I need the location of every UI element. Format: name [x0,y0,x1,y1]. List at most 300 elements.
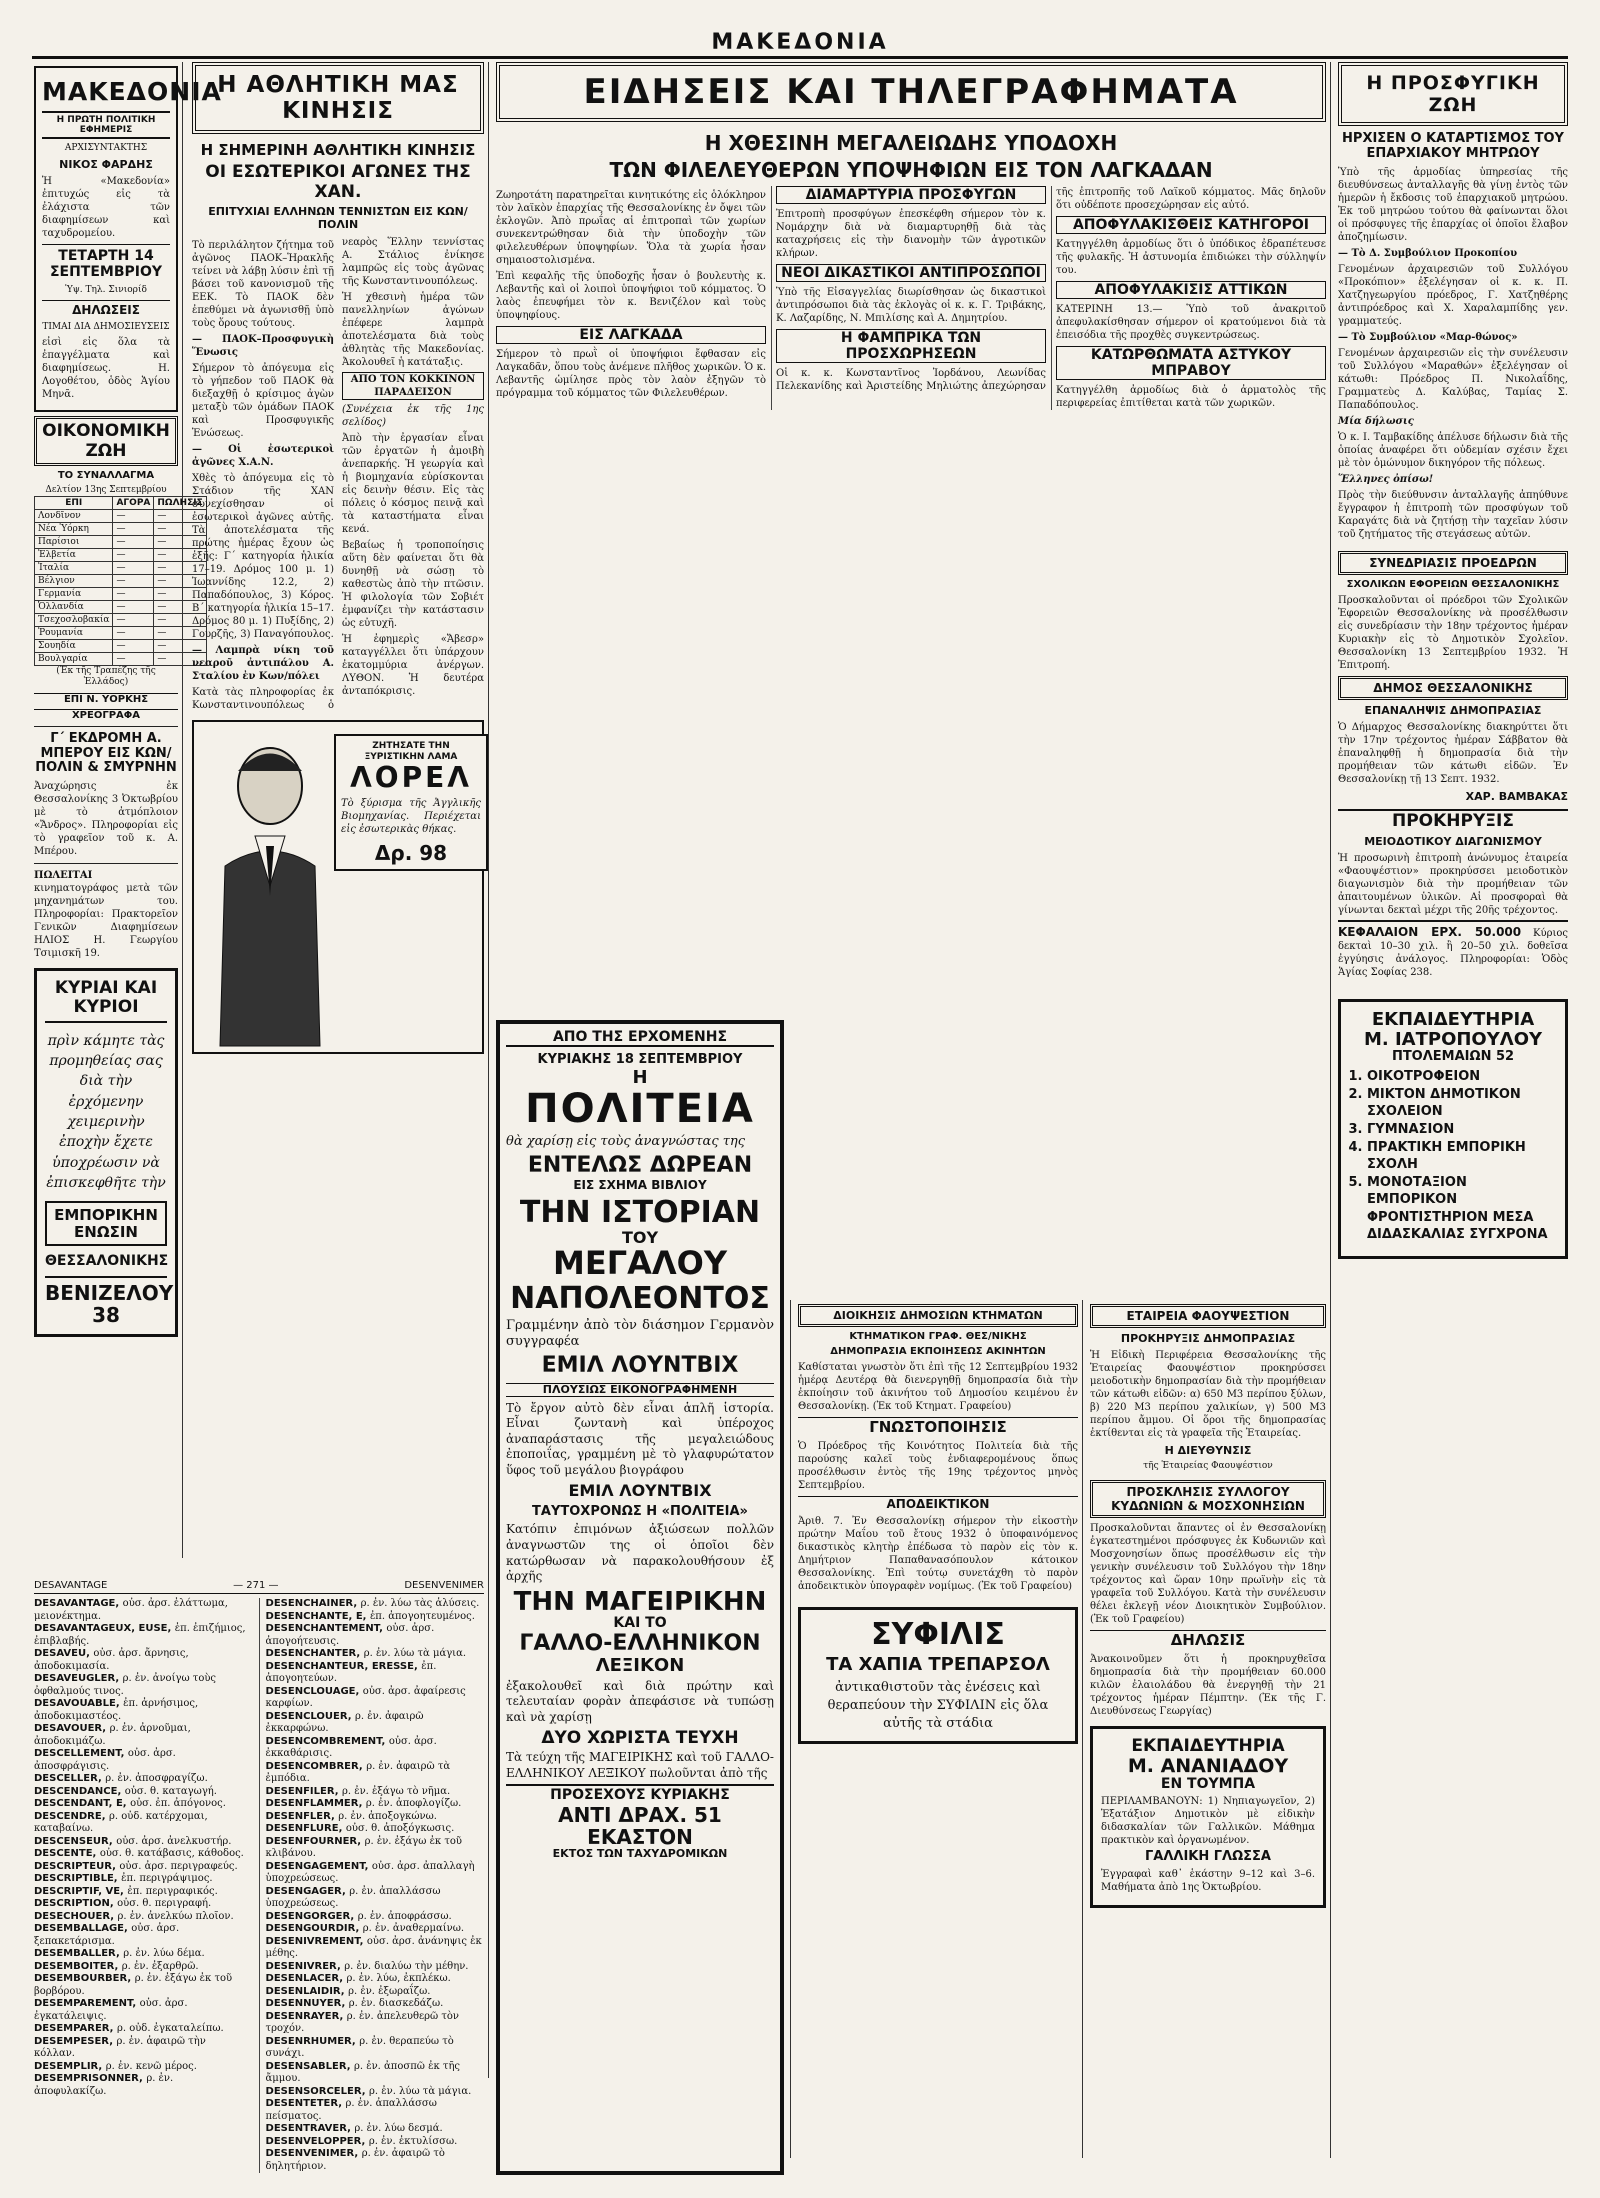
paper-logo: ΜΑΚΕΔΟΝΙΑ [42,77,222,106]
entry-definition: ρ. ἐν. ἀρνοῦμαι, ἀποδοκιμάζω. [34,1723,191,1747]
entry-word: DESENCOMBRER, [265,1760,367,1772]
poster-also-text: Κατόπιν ἐπιμόνων ἀξιώσεων πολλῶν ἀναγνωστῶν της οἱ ὁποῖοι δὲν κατώρθωσαν νὰ παρακολουθήσουν ἐξ ἀρχῆς [506,1522,774,1584]
poster-great: ΜΕΓΑΛΟΥ [553,1244,727,1283]
entry-word: DESCRIPTIBLE, [34,1873,122,1884]
entry-word: DESCENDANT, E, [34,1798,131,1809]
syphilis-sub: ΤΑ ΧΑΠΙΑ ΤΡΕΠΑΡΣΟΛ [826,1654,1050,1675]
entry-word: DESENCHANTE, E, [265,1610,370,1622]
poster-sunday: ΠΡΟΣΕΧΟΥΣ ΚΥΡΙΑΚΗΣ [506,1784,774,1803]
announce-body: Ὁ Πρόεδρος τῆς Κοινότητος Πολιτεία διὰ τῆς παρούσης καλεῖ τοὺς ἐνδιαφερομένους ὅπως προσέλθωσιν ἐντὸς τῆς 19ης τρέχοντος μηνὸς Σεπτεμβρίου. [798,1441,1078,1491]
lead-para: Ἐπὶ κεφαλῆς τῆς ὑποδοχῆς ἦσαν ὁ βουλευτὴς κ. Λεβαντῆς καὶ οἱ λοιποὶ ὑποψήφιοι τοῦ κόμματος. Ὁ λαὸς ἐπευφήμει τὸν κ. Βενιζέλον καὶ τοὺς ὑποψηφίους. [496,271,766,321]
entry-definition: οὐσ. θ. κατάβασις, κάθοδος. [99,1848,244,1859]
entry-word: DESAVEUGLER, [34,1673,123,1684]
table-cell: Λονδῖνον [35,510,113,523]
sale-text: κινηματογράφος μετὰ τῶν μηχανημάτων του. Πληροφορίαι: Πρακτορεῖον Γενικῶν Διαφημίσεων ΗΛΙΟΣ Η. Γεωργίου Τσιμισκῆ 19. [34,883,178,960]
dimos-sub: ΕΠΑΝΑΛΗΨΙΣ ΔΗΜΟΠΡΑΣΙΑΣ [1364,703,1542,717]
column-notices-b [1090,1300,1326,2180]
dictionary-entry [34,1861,249,1874]
dictionary-entry [266,2086,484,2099]
entry-definition: ρ. ἐν. λύω τὰ μάγια. [369,2085,472,2097]
sports-para: Ἡ χθεσινὴ ἡμέρα τῶν πανελληνίων ἀγώνων ἐπέφερε λαμπρὰ ἀποτελέσματα διὰ τοὺς ἀθλητὰς τῆς Μακεδονίας. Ἀκολουθεῖ ἡ κατάταξις. [342,291,484,368]
entry-word: DESENVENIMER, [265,2148,362,2159]
table-cell: — [154,549,206,562]
entry-word: DESENRAYER, [265,2010,347,2022]
refugee-para: Πρὸς τὴν διεύθυνσιν ἀνταλλαγῆς ἀπηύθυνε ἔγγραφον ἡ ἐπιτροπὴ τῶν προσφύγων τοῦ Καραγάτς διὰ νὰ ζητήσῃ τὴν ταχεῖαν λύσιν τοῦ ζητήματος τῆς στεγάσεως αὐτῶν. [1338,489,1568,540]
tender-body: Ἡ προσωρινὴ ἐπιτροπὴ ἀνώνυμος ἑταιρεία «Φαουψέστιον» προκηρύσσει μειοδοτικὸν διαγωνισμὸν διὰ τὴν προμήθειαν τῶν ἀπαιτουμένων ὑλικῶν. Αἱ προσφοραὶ θὰ γίνωνται δεκταὶ μέχρι τῆς 20ῆς τρέχοντος. [1338,852,1568,916]
entry-definition: ρ. ἐν. λύω τὰ μάγια. [363,1648,467,1659]
refugee-para: Γενομένων ἀρχαιρεσιῶν τοῦ Συλλόγου «Προκόπιον» ἐξελέγησαν οἱ κ. κ. Π. Χατζηγεωργίου πρόεδρος, Γ. Χατζηθέρης ἀντιπρόεδρος καὶ Χ. Χαραλαμπίδης γεν. γραμματεύς. [1338,263,1568,327]
dictionary-entry [266,1998,484,2011]
entry-word: DESEMBALLER, [34,1948,124,1959]
list-item: 1. ΟΙΚΟΤΡΟΦΕΙΟΝ [1367,1068,1557,1086]
refugee-para: Γενομένων ἀρχαιρεσιῶν εἰς τὴν συνέλευσιν τοῦ Συλλόγου «Μαραθών» ἐξελέγησαν οἱ κάτωθι: Πρόεδρος Π. Νικολαΐδης, Γραμματεὺς Δ. Καλύβας, Ταμίας Σ. Παπαδόπουλος. [1338,347,1568,411]
iatropoulou-school-ad [1338,999,1568,1258]
entry-definition: ρ. ἐν. ἀποφυλακίζω. [34,2073,174,2097]
dict-left-head: DESAVANTAGE [34,1580,108,1591]
entry-word: DESCENDANCE, [34,1785,125,1797]
sports-para: Τὸ περιλάλητον ζήτημα τοῦ ἀγῶνος ΠΑΟΚ–Ἡρακλῆς τείνει νὰ λάβῃ λύσιν ἐπὶ τῇ βάσει τοῦ κανονισμοῦ τῆς ΕΕΚ. Τὸ ΠΑΟΚ δὲν ἐπεθύμει νὰ ἀγωνισθῇ ὑπὸ τοὺς ὅρους τούτους. [192,239,334,329]
union-body: Προσκαλοῦνται ἅπαντες οἱ ἐν Θεσσαλονίκῃ ἐγκατεστημένοι πρόσφυγες ἐκ Κυδωνιῶν καὶ Μοσχονησίων ὅπως προσέλθωσιν εἰς τὴν γενικὴν συνέλευσιν τοῦ Συλλόγου τὴν 18ην τρέχοντος καὶ ὥραν 10ην πρωϊνὴν εἰς τὰ γραφεῖα τοῦ Συλλόγου. Κατὰ τὴν συνέλευσιν θέλει ἐκλεγῇ νέον Διοικητικὸν Συμβούλιον. (Ἐκ τοῦ Γραφείου) [1090,1523,1326,1626]
entry-definition: ρ. ἐν. ἐξάγω τὸ νῆμα. [342,1785,451,1797]
table-row [35,653,207,666]
table-header: ΕΠΙ [35,497,113,510]
paper-intro: Ἡ «Μακεδονία» ἐπιτυχώς εἰς τὰ ἐλάχιστα τῶν διαφημίσεων καὶ ταχυδρομείου. [42,176,170,240]
meet-sub: ΣΧΟΛΙΚΩΝ ΕΦΟΡΕΙΩΝ ΘΕΣΣΑΛΟΝΙΚΗΣ [1346,578,1560,590]
poster-top: ΑΠΟ ΤΗΣ ΕΡΧΟΜΕΝΗΣ [506,1030,774,1047]
table-cell: Ἰταλία [35,562,113,575]
entry-word: DESENIVRER, [265,1960,345,1972]
attic-head: ΑΠΟΦΥΛΑΚΙΣΙΣ ΑΤΤΙΚΩΝ [1056,281,1326,299]
poster-h: Η [632,1066,648,1088]
dictionary-entry [266,1761,484,1786]
entry-word: DESENTETER, [265,2098,346,2109]
entry-definition: ρ. ἐν. ἐκτυλίσσω. [368,2135,458,2147]
poster-post: ΕΚΤΟΣ ΤΩΝ ΤΑΧΥΔΡΟΜΙΚΩΝ [552,1846,728,1860]
sports-para: Χθὲς τὸ ἀπόγευμα εἰς τὸ Στάδιον τῆς ΧΑΝ συνεχίσθησαν οἱ ἐσωτερικοὶ ἀγῶνες αὐτῆς. Τὰ ἀποτελέσματα τῆς πρώτης ἡμέρας ἔχουν ὡς ἑξῆς: Γ΄ κατηγορία ἡλικία 17–19. Δρόμος 100 μ. 1) Ἰωαννίδης 12.2, 2) Παπαδόπουλος, 3) Κόρος. Β΄ κατηγορία ἡλικία 15–17. Δρόμος 80 μ. 1) Πυξίδης, 2) Γουρζῆς, 3) Παναγόπουλος. [192,472,334,640]
entry-word: DESCELLEMENT, [34,1748,128,1759]
poster-history: ΤΗΝ ΙΣΤΟΡΙΑΝ [519,1194,761,1230]
poster-price-text: Τὰ τεύχη τῆς ΜΑΓΕΙΡΙΚΗΣ καὶ τοῦ ΓΑΛΛΟ-ΕΛΛΗΝΙΚΟΥ ΛΕΞΙΚΟΥ πωλοῦνται ἀπὸ τῆς [506,1750,774,1780]
dictionary-entry [34,1886,249,1899]
school-name: Μ. ΑΝΑΝΙΑΔΟΥ [1127,1754,1289,1777]
refugee-protest-head: ΔΙΑΜΑΡΤΥΡΙΑ ΠΡΟΣΦΥΓΩΝ [776,186,1046,204]
entry-word: DESEMBALLAGE, [34,1923,132,1934]
dictionary-entry [34,1836,249,1849]
syphilis-title: ΣΥΦΙΛΙΣ [871,1617,1005,1652]
entry-word: DESCRIPTEUR, [34,1860,120,1872]
auction-sub: ΠΡΟΚΗΡΥΞΙΣ ΔΗΜΟΠΡΑΣΙΑΣ [1120,1332,1296,1345]
school-title: ΕΚΠΑΙΔΕΥΤΗΡΙΑ [1371,1009,1535,1031]
entry-definition: ρ. ἐν. ἀνελκύω πλοῖον. [117,1910,234,1922]
table-cell: — [154,640,206,653]
mgmt-sub2: ΔΗΜΟΠΡΑΣΙΑ ΕΚΠΟΙΗΣΕΩΣ ΑΚΙΝΗΤΩΝ [830,1346,1046,1357]
entry-word: DESENCHANTEUR, ERESSE, [265,1660,422,1672]
dictionary-header [34,1580,484,1594]
market-date: Δελτίον 13ης Σεπτεμβρίου [45,484,167,495]
entry-word: DESAVANTAGEUX, EUSE, [34,1623,175,1634]
entry-word: DESEMPESER, [34,2035,117,2047]
table-cell: — [113,588,154,601]
table-header: ΑΓΟΡΑ [113,497,154,510]
sports-body [192,236,484,712]
school-text: ΠΕΡΙΛΑΜΒΑΝΟΥΝ: 1) Νηπιαγωγεῖον, 2) Ἑξατάξιον Δημοτικὸν μὲ εἰδικὴν διδασκαλίαν τῶν Γαλλικῶν. Μάθημα πρακτικὸν καὶ ὀργανωμένον. [1101,1796,1315,1847]
table-cell: Τσεχοσλοβακία [35,614,113,627]
entry-word: DESEMPLIR, [34,2060,106,2072]
entry-definition: οὐσ. ἀρσ. ἄρνησις, ἀποδοκιμασία. [34,1648,189,1672]
entry-word: DESENLACER, [265,1973,347,1984]
entry-word: DESAVOUER, [34,1723,110,1734]
notices-sub: ΤΙΜΑΙ ΔΙΑ ΔΗΜΟΣΙΕΥΣΕΙΣ [42,321,170,332]
table-row [35,627,207,640]
table-cell: — [113,614,154,627]
table-cell: — [154,601,206,614]
table-row [35,614,207,627]
dictionary-entry [34,1923,249,1948]
entry-definition: ρ. ἐν. ἀποσπῶ ἐκ τῆς ἄμμου. [265,2060,461,2084]
capital-head: ΚΕΦΑΛΑΙΟΝ ΕΡΧ. 50.000 [1338,924,1522,939]
entry-definition: οὐσ. ἀρσ. ἀνελκυστήρ. [116,1835,232,1847]
list-item: 5. ΜΟΝΟΤΑΞΙΟΝ ΕΜΠΟΡΙΚΟΝ ΦΡΟΝΤΙΣΤΗΡΙΟΝ ΜΕΣΑ ΔΙΔΑΣΚΑΛΙΑΣ ΣΥΓΧΡΟΝΑ [1367,1174,1557,1244]
poster-paper: ΠΟΛΙΤΕΙΑ [525,1086,755,1133]
poster-author2: ΕΜΙΛ ΛΟΥΝΤΒΙΧ [568,1480,712,1500]
factory-head: Η ΦΑΜΠΡΙΚΑ ΤΩΝ ΠΡΟΣΧΩΡΗΣΕΩΝ [776,329,1046,363]
school-hours: Ἐγγραφαὶ καθ᾽ ἑκάστην 9–12 καὶ 3–6. Μαθήματα ἀπὸ 1ης Ὀκτωβρίου. [1101,1868,1315,1893]
dictionary-entry [266,1911,484,1924]
paradise-para: Ἡ ἐφημερὶς «Ἄβεσρ» καταγγέλλει ὅτι ὑπάρχουν ἐκατομμύρια ἀνέργων. ΛΥΘΟΝ. Ἡ δευτέρα ἀνταπόκρισις. [342,633,484,697]
dict-column-left [34,1598,249,2173]
tennis-head: — Λαμπρὰ νίκη τοῦ νεαροῦ ἀντιπάλου Α. Σταλίου ἐν Κων/πόλει [192,644,334,682]
dictionary-entry [34,1848,249,1861]
entry-definition: οὐσ. θ. ἀποξόγκωσις. [345,1823,455,1834]
entry-definition: ρ. ἐν. διασκεδάζω. [348,1998,444,2009]
ad-line2: Τὸ ξύρισμα τῆς Ἀγγλικῆς Βιομηχανίας. Περιέχεται εἰς ἐσωτερικὰς θήκας. [341,797,481,835]
lead-para: Ζωηροτάτη παρατηρεῖται κινητικότης εἰς ὁλόκληρον τὸν λαϊκὸν ἐπαρχίας τῆς Θεσσαλονίκης ἐν ὄψει τῶν ἐκλογῶν. Ἀπὸ πρωΐας αἱ ἐπιτροπαὶ τῶν χωρίων συνεκεντρώθησαν διὰ τὴν ὑποδοχὴν τῶν φιλελευθέρων ὑποψηφίων. Ὅλα τὰ χωρία ἦσαν σημαιοστολισμένα. [496,190,766,266]
dictionary-entry [266,1623,484,1648]
poster-dict-text: ἐξακολουθεῖ καὶ διὰ πρώτην καὶ τελευταίαν φορὰν ἀπεφάσισε νὰ τυπώσῃ καὶ νὰ χαρίσῃ [506,1678,774,1724]
dictionary-entry [266,2123,484,2136]
entry-definition: ρ. ἐν. λύω, ἐκπλέκω. [346,1973,451,1984]
dictionary-entry [34,1698,249,1723]
dictionary-entry [34,1748,249,1773]
refugee-head: ΗΡΧΙΣΕΝ Ο ΚΑΤΑΡΤΙΣΜΟΣ ΤΟΥ ΕΠΑΡΧΙΑΚΟΥ ΜΗΤΡΩΟΥ [1342,131,1564,161]
table-cell: Γερμανία [35,588,113,601]
entry-word: DESENSABLER, [265,2060,354,2072]
paradise-head: ΑΠΟ ΤΟΝ ΚΟΚΚΙΝΟΝ ΠΑΡΑΔΕΙΣΟΝ [342,372,484,400]
issue-date: ΤΕΤΑΡΤΗ 14 ΣΕΠΤΕΜΒΡΙΟΥ [42,244,170,280]
entry-word: DESCENTE, [34,1848,100,1859]
entry-word: DESCRIPTION, [34,1898,118,1909]
judicial-head: ΝΕΟΙ ΔΙΚΑΣΤΙΚΟΙ ΑΝΤΙΠΡΟΣΩΠΟΙ [776,264,1046,282]
sale-title: ΠΩΛΕΙΤΑΙ [34,870,93,882]
list-item: 2. ΜΙΚΤΟΝ ΔΗΜΟΤΙΚΟΝ ΣΧΟΛΕΙΟΝ [1367,1086,1557,1121]
table-row [35,523,207,536]
syphilis-text: ἀντικαθιστοῦν τὰς ἐνέσεις καὶ θεραπεύουν τὴν ΣΥΦΙΛΙΝ εἰς ὅλα αὐτῆς τὰ στάδια [827,1679,1049,1732]
column-sports [192,62,484,1062]
poster-form: ΕΙΣ ΣΧΗΜΑ ΒΙΒΛΙΟΥ [573,1177,707,1192]
entry-word: DESENGORGER, [265,1910,358,1922]
emporiki-ad [34,968,178,1336]
dictionary-entry [34,1973,249,1998]
news-body [496,186,1326,410]
entry-definition: ἐπ. περιγραφικός. [127,1885,218,1897]
dictionary-entry [34,1961,249,1974]
entry-word: DESCENSEUR, [34,1835,117,1847]
entry-definition: οὐσ. ἀρσ. ἀπαλλαγὴ ὑποχρεώσεως. [265,1860,475,1884]
poster-illus: ΠΛΟΥΣΙΩΣ ΕΙΚΟΝΟΓΡΑΦΗΜΕΝΗ [506,1383,774,1397]
table-cell: — [113,562,154,575]
refugee-subhead: Μία δήλωσις [1338,415,1414,427]
entry-definition: ρ. ἐν. ἀναθερμαίνω. [362,1923,465,1934]
entry-word: DESCELLER, [34,1773,106,1784]
table-header: ΠΩΛΗΣΙΣ [154,497,206,510]
entry-word: DESENCLOUER, [265,1710,356,1722]
dict-column-right [259,1598,484,2173]
sports-para: Σήμερον τὸ ἀπόγευμα εἰς τὸ γήπεδον τοῦ ΠΑΟΚ θὰ διεξαχθῇ ὁ κρίσιμος ἀγὼν μεταξὺ τῶν ὁμάδων ΠΑΟΚ καὶ Προσφυγικῆς Ἑνώσεως. [192,362,334,439]
dictionary-entry [266,1986,484,1999]
dimos-title: ΔΗΜΟΣ ΘΕΣΣΑΛΟΝΙΚΗΣ [1338,676,1568,700]
lorel-ad [192,720,484,1054]
entry-word: DESENIVREMENT, [265,1935,367,1947]
mgmt-body: Καθίσταται γνωστὸν ὅτι ἐπὶ τῆς 12 Σεπτεμβρίου 1932 ἡμέρᾳ Δευτέρᾳ θὰ διενεργηθῇ δημοπρασία διὰ τὴν ἐκποίησιν τοῦ ἀκινήτου τοῦ Δημοσίου κειμένου ἐν Θεσσαλονίκῃ. (Ἐκ τοῦ Κτηματ. Γραφείου) [798,1362,1078,1412]
dictionary-entry [266,1686,484,1711]
table-row [35,588,207,601]
dictionary-entry [266,1936,484,1961]
table-cell: Βέλγιον [35,575,113,588]
dictionary-entry [266,1823,484,1836]
notices-text: εἰσὶ εἰς ὅλα τὰ ἐπαγγέλματα καὶ διαφημίσεως. Η. Λογοθέτου, ὁδὸς Ἁγίου Μηνᾶ. [42,336,170,400]
exchange-table [34,496,207,666]
entry-word: DESENCLOUAGE, [265,1685,363,1697]
poster-desc: Τὸ ἔργον αὐτὸ δὲν εἶναι ἁπλῆ ἱστορία. Εἶναι ζωντανὴ καὶ ὑπέροχος ἀναπαράστασις τῆς μεγαλειώδους ἐποποιΐας, γραμμένη μὲ τὸ γλαφυρώτατον ὕφος τοῦ μεγάλου βιογράφου [506,1400,774,1477]
dictionary-entry [34,2073,249,2098]
table-cell: — [154,627,206,640]
entry-definition: ρ. ἐν. ἐξάγω ἐκ τοῦ κλιβάνου. [265,1835,462,1859]
ad-shop: ΕΜΠΟΡΙΚΗΝ ΕΝΩΣΙΝ [45,1201,167,1246]
dictionary-entry [266,1611,484,1624]
entry-definition: οὐσ. ἀρσ. ἐγκατάλειψις. [34,1998,188,2022]
refugee-subhead: Ἕλληνες ὀπίσω! [1338,473,1434,485]
refugee-para: Ὁ κ. Ι. Ταμβακίδης ἀπέλυσε δήλωσιν διὰ τῆς ὁποίας ἀναφέρει ὅτι οὐδεμίαν σχέσιν ἔχει μὲ τὸν ὁμώνυμον δικηγόρον τῆς πόλεως. [1338,431,1568,469]
entry-word: DESAVANTAGE, [34,1598,123,1609]
meet-body: Προσκαλοῦνται οἱ πρόεδροι τῶν Σχολικῶν Ἐφορειῶν Θεσσαλονίκης νὰ προσέλθωσιν εἰς συνεδρίασιν τὴν 18ην τρέχοντος ἡμέραν Κυριακὴν εἰς τὸ Δημοτικὸν Σχολεῖον. Θεσσαλονίκη 13 Σεπτεμβρίου 1932. Ἡ Ἐπιτροπή. [1338,594,1568,671]
table-row [35,640,207,653]
table-cell: — [154,653,206,666]
entry-word: DESENGOURDIR, [265,1923,363,1934]
auction-sign2: τῆς Ἑταιρείας Φαουψέστιον [1143,1461,1273,1471]
entry-definition: ρ. οὐδ. κατέρχομαι, καταβαίνω. [34,1810,208,1834]
entry-word: DESEMPARER, [34,2023,117,2034]
dictionary-entry [266,1961,484,1974]
paradise-para: Βεβαίως ἡ τροποποίησις αὕτη δὲν φαίνεται ὅτι θὰ δυνηθῇ νὰ σώσῃ τὸ καθεστὼς ἀπὸ τὴν πτῶσιν. Ἡ φιλολογία τῶν Σοβιέτ ἐμφανίζει τὴν κατάστασιν ὡς εὐτυχῆ. [342,539,484,629]
list-item: 4. ΠΡΑΚΤΙΚΗ ΕΜΠΟΡΙΚΗ ΣΧΟΛΗ [1367,1139,1557,1174]
dictionary-entry [34,1811,249,1836]
table-row [35,562,207,575]
dictionary-entry [266,1736,484,1761]
school-lang: ΓΑΛΛΙΚΗ ΓΛΩΣΣΑ [1144,1849,1271,1865]
dictionary-entry [34,2036,249,2061]
dictionary-entry [34,1998,249,2023]
poster-dict: ΓΑΛΛΟ-ΕΛΛΗΝΙΚΟΝ [519,1630,761,1656]
sale-notice [34,869,178,960]
entry-word: DESAVEU, [34,1648,94,1659]
dictionary-entry [266,1923,484,1936]
column-left [34,62,222,1327]
lagkadas-para: Σήμερον τὸ πρωῒ οἱ ὑποψήφιοι ἔφθασαν εἰς Λαγκαδᾶν, ὅπου τοὺς ἀνέμενε πλῆθος χωρικῶν. Ὁ κ. Λεβαντῆς ὡμίλησε πρὸς τὸν λαὸν ἐξηγῶν τὸ πρόγραμμα τοῦ κόμματος τῶν Φιλελευθέρων. [496,349,766,399]
table-cell: — [113,549,154,562]
dict-right-head: DESENVENIMER [404,1580,484,1591]
decree-body: Ἀριθ. 7. Ἐν Θεσσαλονίκῃ σήμερον τὴν εἰκοστὴν πρώτην Μαΐου τοῦ ἔτους 1932 ὁ ὑποφαινόμενος δικαστικὸς κλητὴρ ἐπέδωσα τὸ παρὸν εἰς τὸν κ. Δημήτριον Παπαθανασόπουλον κάτοικον Θεσσαλονίκης. Ἐπὶ τούτῳ συνετάχθη τὸ παρὸν ἀποδεικτικὸν ὑπογραφὲν νομίμως. (Ἐκ τοῦ Γραφείου) [798,1516,1078,1592]
refugee-subhead: — Τὸ Συμβούλιον «Μαρ-θώνος» [1338,331,1518,343]
table-cell: — [113,536,154,549]
poster-also: ΤΑΥΤΟΧΡΟΝΩΣ Η «ΠΟΛΙΤΕΙΑ» [532,1504,748,1520]
poster-free: ΕΝΤΕΛΩΣ ΔΩΡΕΑΝ [527,1153,753,1179]
table-cell: — [113,510,154,523]
dictionary-entry [266,2011,484,2036]
table-cell: Νέα Ὑόρκη [35,523,113,536]
entry-definition: ρ. ἐν. ἀπαλλάσσω ὑποχρεώσεως. [265,1885,441,1909]
table-cell: — [154,523,206,536]
paradise-para: Ἀπὸ τὴν ἐργασίαν εἶναι τῶν ἐργατῶν ἡ ἀμοιβὴ ἀνεπαρκής. Ἡ γεωργία καὶ ἡ βιομηχανία εὑρίσκονται εἰς δεινὴν θέσιν. Εἰς τὰς πόλεις ὁ κόσμος πεινᾷ καὶ τὰ καταστήματα εἶναι κενά. [342,432,484,535]
column-rule [790,1300,791,2158]
entry-definition: οὐσ. ἀρσ. περιγραφεύς. [119,1860,238,1872]
dictionary-entry [34,1623,249,1648]
auction-body: Ἡ Εἰδικὴ Περιφέρεια Θεσσαλονίκης τῆς Ἑταιρείας Φαουψέστιον προκηρύσσει μειοδοτικὴν δημοπρασίαν διὰ τὴν προμήθειαν τῶν κάτωθι εἰδῶν: α) 650 Μ3 περίπου ξύλων, β) 220 Μ3 περίπου χαλικίων, γ) 500 Μ3 περίπου ἄμμου. Οἱ ὅροι τῆς δημοπρασίας ἐκτίθενται εἰς τὰ γραφεῖα τῆς Ἑταιρείας. [1090,1350,1326,1439]
entry-definition: οὐσ. ἀρσ. ἀποσφράγισις. [34,1748,176,1772]
entry-definition: ρ. ἐν. ἐξάγω ἐκ τοῦ βορβόρου. [34,1973,233,1997]
meet-title: ΣΥΝΕΔΡΙΑΣΙΣ ΠΡΟΕΔΡΩΝ [1338,551,1568,575]
dictionary-entry [266,1973,484,1986]
entry-definition: ρ. ἐν. λύω δέμα. [123,1948,205,1959]
ad-title: ΚΥΡΙΑΙ ΚΑΙ ΚΥΡΙΟΙ [45,979,167,1022]
entry-word: DESENNUYER, [265,1998,349,2009]
masthead: ΜΑΚΕΔΟΝΙΑ [711,30,889,55]
dictionary-entry [34,1648,249,1673]
entry-definition: ρ. ἐν. ἀποξογκώνω. [338,1810,437,1822]
mgmt-title: ΔΙΟΙΚΗΣΙΣ ΔΗΜΟΣΙΩΝ ΚΤΗΜΑΤΩΝ [798,1304,1078,1327]
table-cell: Ῥουμανία [35,627,113,640]
entry-definition: ρ. ἐν. ἀφαιρῶ ἐκκαρφώνω. [265,1710,424,1734]
lead-headline-1: Η ΧΘΕΣΙΝΗ ΜΕΓΑΛΕΙΩΔΗΣ ΥΠΟΔΟΧΗ [704,131,1118,155]
poster-price: ΑΝΤΙ ΔΡΑΧ. 51 ΕΚΑΣΤΟΝ [558,1802,722,1849]
table-cell: — [113,575,154,588]
man-illustration-icon [200,726,340,1046]
entry-definition: οὐσ. ἀρσ. ἐκκαθάρισις. [265,1735,437,1759]
refugee-banner: Η ΠΡΟΣΦΥΓΙΚΗ ΖΩΗ [1338,62,1568,126]
auction-title: ΕΤΑΙΡΕΙΑ ΦΑΟΥΨΕΣΤΙΟΝ [1090,1304,1326,1328]
school-name: Μ. ΙΑΤΡΟΠΟΥΛΟΥ [1363,1029,1543,1051]
poster-written: Γραμμένην ἀπὸ τὸν διάσημον Γερμανὸν συγγραφέα [506,1317,774,1350]
ad-text: πρὶν κάμητε τὰς προμηθείας σας διὰ τὴν ἐρχόμενην χειμερινὴν ἐποχὴν ἔχετε ὑποχρέωσιν νὰ ἐπισκεφθῆτε τὴν [46,1032,166,1191]
dictionary-entry [266,1648,484,1661]
entry-word: DESENFLER, [265,1810,339,1822]
column-rule [488,62,489,2078]
entry-word: DESENSORCELER, [265,2085,370,2097]
entry-definition: ρ. ἐν. ἀφαιρῶ τὸ δηλητήριον. [265,2148,445,2172]
dictionary-entry [266,2136,484,2149]
list-item: 3. ΓΥΜΝΑΣΙΟΝ [1367,1121,1557,1139]
sports-banner: Η ΑΘΛΗΤΙΚΗ ΜΑΣ ΚΙΝΗΣΙΣ [192,62,484,134]
entry-word: DESENRHUMER, [265,2035,360,2047]
notices-title: ΔΗΛΩΣΕΙΣ [42,300,170,318]
excursion-title: Γ΄ ΕΚΔΡΟΜΗ Α. ΜΠΕΡΟΥ ΕΙΣ ΚΩΝ/ΠΟΛΙΝ & ΣΜΥΡΝΗΝ [35,730,177,776]
entry-word: DESEMPAREMENT, [34,1998,140,2009]
capital-text: Κύριος δεκταὶ 10–30 χιλ. ἢ 20–50 χιλ. δοθεῖσα ἐγγύησις ἀνάλογος. Πληροφορίαι: Ὁδὸς Ἁγίας Σοφίας 238. [1338,927,1569,979]
news-banner: ΕΙΔΗΣΕΙΣ ΚΑΙ ΤΗΛΕΓΡΑΦΗΜΑΤΑ [496,62,1326,122]
ad-brand: ΛΟΡΕΛ [350,761,472,795]
entry-definition: ρ. ἐν. ἀπελευθερῶ τὸν τροχόν. [265,2010,459,2034]
school-title: ΕΚΠΑΙΔΕΥΤΗΡΙΑ [1131,1736,1285,1757]
school-place: ΕΝ ΤΟΥΜΠΑ [1160,1775,1256,1792]
entry-word: DESENTRAVER, [265,2123,355,2134]
dictionary-entry [266,1886,484,1911]
arrest-head: ΑΠΟΦΥΛΑΚΙΣΘΕΙΣ ΚΑΤΗΓΟΡΟΙ [1056,216,1326,234]
entry-definition: οὐσ. ἐπ. ἀπόγονος. [130,1798,226,1809]
entry-definition: ρ. ἐν. θεραπεύω τὸ συνάχι. [265,2035,454,2059]
refugee-subhead: — Τὸ Δ. Συμβούλιον Προκοπίου [1338,247,1518,259]
entry-word: DESCRIPTIF, VE, [34,1885,128,1897]
ny-title: ΕΠΙ Ν. ΥΟΡΚΗΣ [34,693,178,705]
entry-word: DESENCHANTEMENT, [265,1623,387,1634]
table-cell: — [113,627,154,640]
poster-napoleon: ΝΑΠΟΛΕΟΝΤΟΣ [510,1280,770,1316]
entry-definition: ἐπ. ἀπογοητεύων. [265,1660,437,1684]
editor-label: ΑΡΧΙΣΥΝΤΑΚΤΗΣ [64,143,148,154]
dictionary-entry [266,1598,484,1611]
dictionary-entry [34,1898,249,1911]
judicial-para: Ὑπὸ τῆς Εἰσαγγελίας διωρίσθησαν ὡς δικαστικοὶ ἀντιπρόσωποι διὰ τὰς ἐκλογὰς οἱ κ. κ. Γ. Τριβάκης, Κ. Λαζαρίδης, Ν. Μπιλίσης καὶ Α. Δημητρίου. [776,287,1046,324]
entry-word: DESENLAIDIR, [265,1985,349,1997]
entry-definition: οὐσ. ἀρσ. ἀφαίρεσις καρφίων. [265,1685,466,1709]
dictionary-entry [266,2148,484,2173]
entry-word: DESEMBOURBER, [34,1973,135,1984]
ananiadou-school-ad [1090,1726,1326,1907]
economic-title: ΟΙΚΟΝΟΜΙΚΗ ΖΩΗ [34,416,178,466]
dictionary-entry [266,1711,484,1736]
dictionary-entry [266,1786,484,1799]
table-row [35,575,207,588]
table-row [35,510,207,523]
entry-definition: ἐπ. ἀρνήσιμος, ἀποδοκιμαστέος. [34,1698,199,1722]
excursion-text: Ἀναχώρησις ἐκ Θεσσαλονίκης 3 Ὀκτωβρίου μὲ τὸ ἀτμόπλοιον «Ἄνδρος». Πληροφορίαι εἰς τὸ γραφεῖον τοῦ κ. Α. Μπέρου. [34,781,178,858]
table-cell: — [113,601,154,614]
table-cell: — [154,614,206,627]
dictionary-entry [34,1798,249,1811]
poster-lexicon: ΛΕΞΙΚΟΝ [595,1655,685,1676]
xan-head: — Οἱ ἐσωτερικοὶ ἀγῶνες Χ.Α.Ν. [192,443,334,468]
poster-cook: ΤΗΝ ΜΑΓΕΙΡΙΚΗΝ [513,1586,767,1617]
razor-box [334,734,488,871]
paper-subtitle: Η ΠΡΩΤΗ ΠΟΛΙΤΙΚΗ ΕΦΗΜΕΡΙΣ [42,111,170,140]
editor-name: ΝΙΚΟΣ ΦΑΡΔΗΣ [59,157,153,171]
dictionary-entry [34,1673,249,1698]
table-cell: Σουηδία [35,640,113,653]
entry-definition: ἐπ. ἐπιζήμιος, ἐπιβλαβής. [34,1623,246,1647]
entry-word: DESENFLURE, [265,1823,346,1834]
entry-definition: ρ. ἐν. ἀποσφραγίζω. [105,1773,208,1784]
union-title: ΠΡΟΣΚΛΗΣΙΣ ΣΥΛΛΟΓΟΥ ΚΥΔΩΝΙΩΝ & ΜΟΣΧΟΝΗΣΙΩΝ [1090,1480,1326,1518]
dictionary-entry [34,2061,249,2074]
dict-page-number: — 271 — [233,1580,279,1591]
entry-definition: οὐσ. ἀρσ. ἀνάνηψις ἐκ μέθης. [265,1935,482,1959]
table-cell: Ἐλβετία [35,549,113,562]
sports-sub2: ΟΙ ΕΣΩΤΕΡΙΚΟΙ ΑΓΩΝΕΣ ΤΗΣ ΧΑΝ. [205,162,471,202]
paok-head: — ΠΑΟΚ–Προσφυγικὴ Ἕνωσις [192,333,334,358]
entry-word: DESENCHAINER, [265,1598,361,1609]
entry-word: DESENFILER, [265,1785,342,1797]
entry-word: DESENVELOPPER, [265,2135,369,2147]
table-row [35,536,207,549]
politeia-poster [496,1020,784,2175]
